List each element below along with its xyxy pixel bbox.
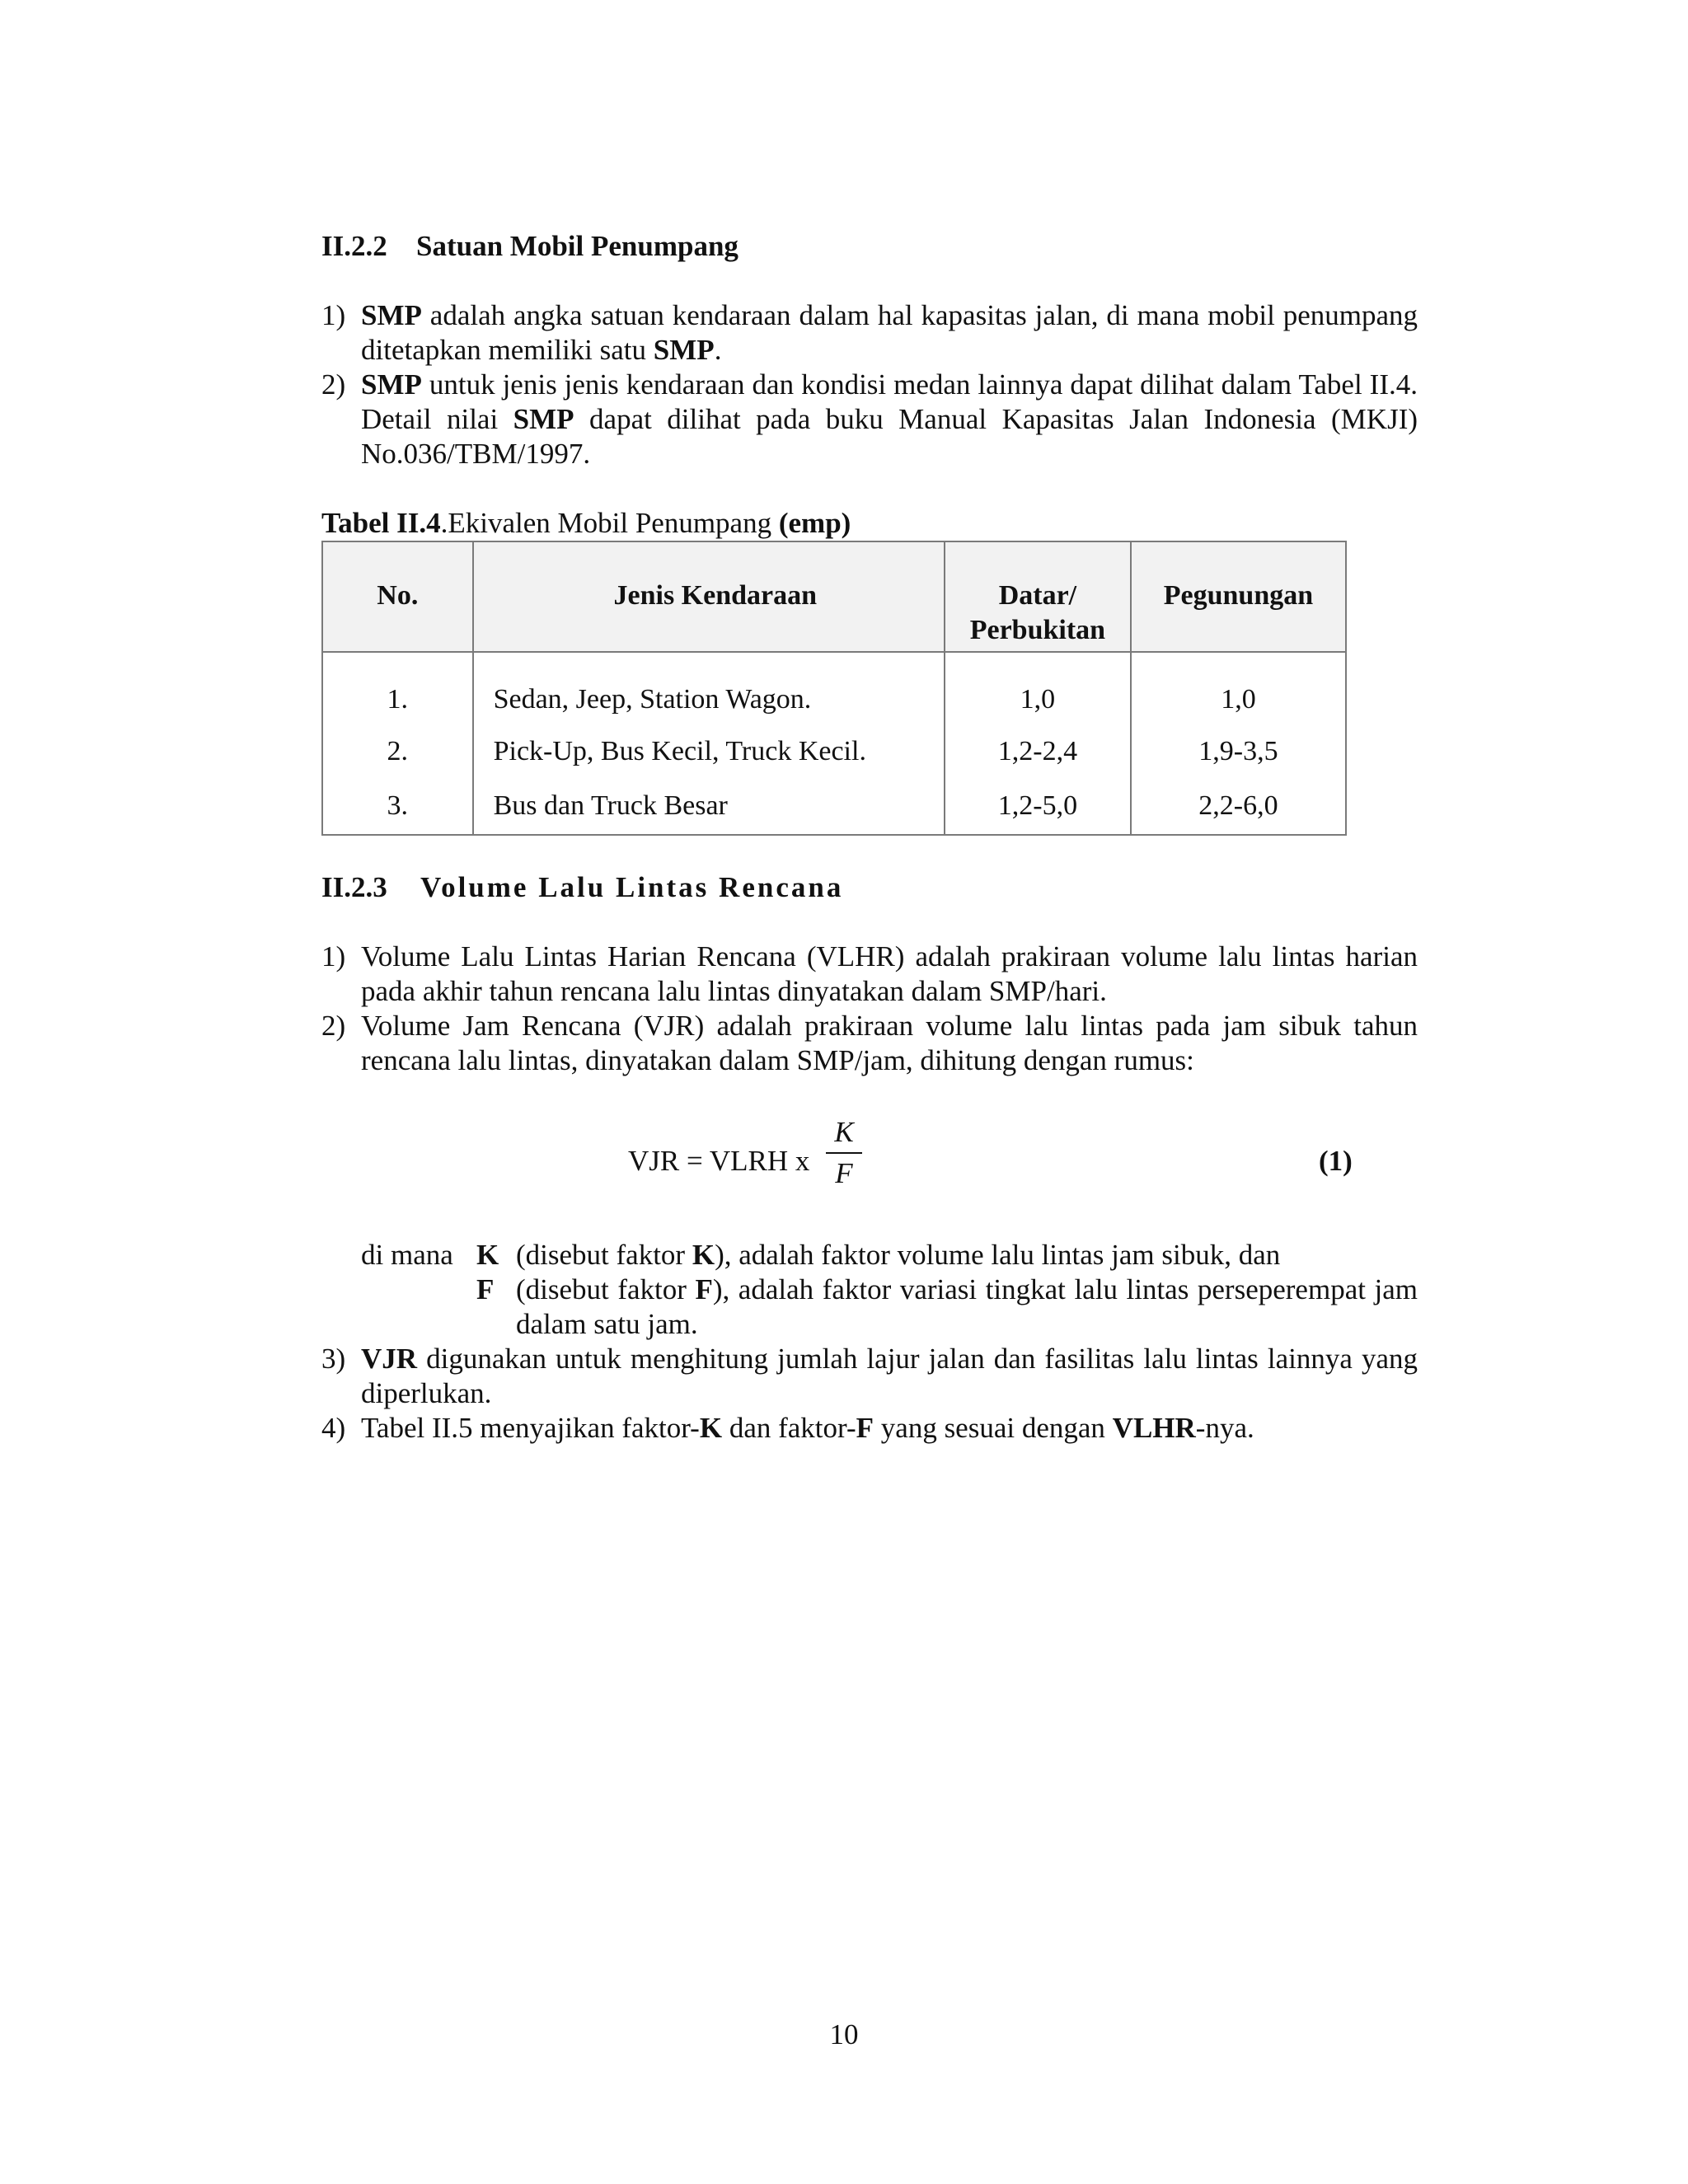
paragraph-text: digunakan untuk menghitung jumlah lajur jalan dan fasilitas lalu lintas lainnya yang diperlukan.	[361, 1343, 1418, 1409]
table-header-row	[322, 541, 1346, 652]
variable-definitions	[361, 1238, 1418, 1342]
section-number: II.2.2	[321, 230, 387, 262]
header-no: No.	[322, 541, 473, 652]
cell-jenis: Bus dan Truck Besar	[473, 785, 945, 835]
definition-item	[361, 1272, 1418, 1342]
cell-jenis: Sedan, Jeep, Station Wagon.	[473, 652, 945, 719]
section-number: II.2.3	[321, 871, 387, 903]
cell-no: 1.	[322, 652, 473, 719]
section-heading	[321, 229, 1418, 264]
caption-text: .Ekivalen Mobil Penumpang	[440, 507, 779, 539]
definition-text: (disebut faktor	[516, 1273, 696, 1305]
cell-pegunungan: 1,0	[1131, 652, 1346, 719]
cell-datar: 1,0	[945, 652, 1131, 719]
term-bold: SMP	[361, 299, 422, 331]
term-bold: SMP	[513, 403, 574, 435]
list-item	[321, 940, 1418, 1009]
fraction-denominator: F	[835, 1157, 853, 1189]
term-bold: SMP	[361, 368, 422, 401]
caption-abbrev: (emp)	[778, 507, 851, 539]
paragraph-text: Tabel II.5 menyajikan faktor-	[361, 1412, 700, 1444]
list-item	[321, 298, 1418, 368]
paragraph-text: yang sesuai dengan	[874, 1412, 1113, 1444]
list-marker: 2)	[321, 368, 346, 401]
equation-number: (1)	[1319, 1145, 1353, 1177]
cell-datar: 1,2-5,0	[945, 785, 1131, 835]
list-item	[321, 1342, 1418, 1411]
section-heading	[321, 870, 1418, 905]
header-datar: Datar/ Perbukitan	[945, 541, 1131, 652]
table-row	[322, 785, 1346, 835]
list-marker: 4)	[321, 1412, 346, 1444]
term-bold: VLHR	[1112, 1412, 1196, 1444]
header-jenis: Jenis Kendaraan	[473, 541, 945, 652]
list-item	[321, 368, 1418, 471]
where-label: di mana	[361, 1239, 453, 1271]
table-row	[322, 719, 1346, 785]
definition-bold: K	[692, 1239, 715, 1271]
cell-jenis: Pick-Up, Bus Kecil, Truck Kecil.	[473, 719, 945, 785]
volume-list	[321, 940, 1418, 1078]
term-bold: SMP	[653, 334, 715, 366]
cell-pegunungan: 2,2-6,0	[1131, 785, 1346, 835]
equation-lhs: VJR = VLRH x	[628, 1145, 810, 1177]
equation	[321, 1114, 1418, 1205]
cell-pegunungan: 1,9-3,5	[1131, 719, 1346, 785]
paragraph-text: Volume Lalu Lintas Harian Rencana (VLHR) adalah prakiraan volume lalu lintas harian pada akhir tahun rencana lalu lintas dinyatakan dalam SMP/hari.	[361, 940, 1418, 1007]
definition-text: ), adalah faktor volume lalu lintas jam sibuk, dan	[715, 1239, 1281, 1271]
paragraph-text: Volume Jam Rencana (VJR) adalah prakiraan volume lalu lintas pada jam sibuk tahun rencana lalu lintas, dinyatakan dalam SMP/jam, dihitung dengan rumus:	[361, 1010, 1418, 1076]
paragraph-text: -nya.	[1195, 1412, 1254, 1444]
equation-fraction	[826, 1114, 862, 1192]
cell-no: 2.	[322, 719, 473, 785]
page-content	[321, 229, 1418, 1446]
paragraph-text: .	[714, 334, 722, 366]
definition-item	[361, 1238, 1418, 1272]
section-title: Satuan Mobil Penumpang	[416, 230, 738, 262]
cell-no: 3.	[322, 785, 473, 835]
definition-symbol: K	[476, 1239, 499, 1271]
list-item	[321, 1009, 1418, 1078]
list-item	[321, 1411, 1418, 1446]
fraction-numerator: K	[834, 1116, 854, 1148]
paragraph-text: dan faktor-	[722, 1412, 856, 1444]
list-marker: 1)	[321, 299, 346, 331]
term-bold: K	[699, 1412, 723, 1444]
term-bold: F	[856, 1412, 874, 1444]
paragraph-text: untuk jenis jenis kendaraan dan kondisi medan lainnya dapat dilihat dalam Tabel II.4. Detail nilai	[361, 368, 1418, 435]
cell-datar: 1,2-2,4	[945, 719, 1131, 785]
fraction-bar	[826, 1152, 862, 1154]
definition-symbol: F	[476, 1273, 495, 1305]
paragraph-text: adalah angka satuan kendaraan dalam hal kapasitas jalan, di mana mobil penumpang ditetapkan memiliki satu	[361, 299, 1418, 366]
table-caption	[321, 506, 1418, 541]
page-number: 10	[829, 2018, 859, 2050]
list-marker: 1)	[321, 940, 346, 972]
paragraph-text: dapat dilihat pada buku Manual Kapasitas Jalan Indonesia (MKJI) No.036/TBM/1997.	[361, 403, 1418, 470]
list-marker: 3)	[321, 1343, 346, 1375]
definition-text: (disebut faktor	[516, 1239, 692, 1271]
section-title: Volume Lalu Lintas Rencana	[420, 871, 844, 903]
list-marker: 2)	[321, 1010, 346, 1042]
table-row	[322, 652, 1346, 719]
header-pegunungan: Pegunungan	[1131, 541, 1346, 652]
definition-bold: F	[695, 1273, 713, 1305]
term-bold: VJR	[361, 1343, 418, 1375]
smp-list	[321, 298, 1418, 471]
definition-text: ), adalah faktor variasi tingkat lalu lintas perseperempat jam dalam satu jam.	[516, 1273, 1418, 1340]
caption-label: Tabel II.4	[321, 507, 441, 539]
emp-table	[321, 541, 1347, 836]
volume-list-continued	[321, 1342, 1418, 1446]
